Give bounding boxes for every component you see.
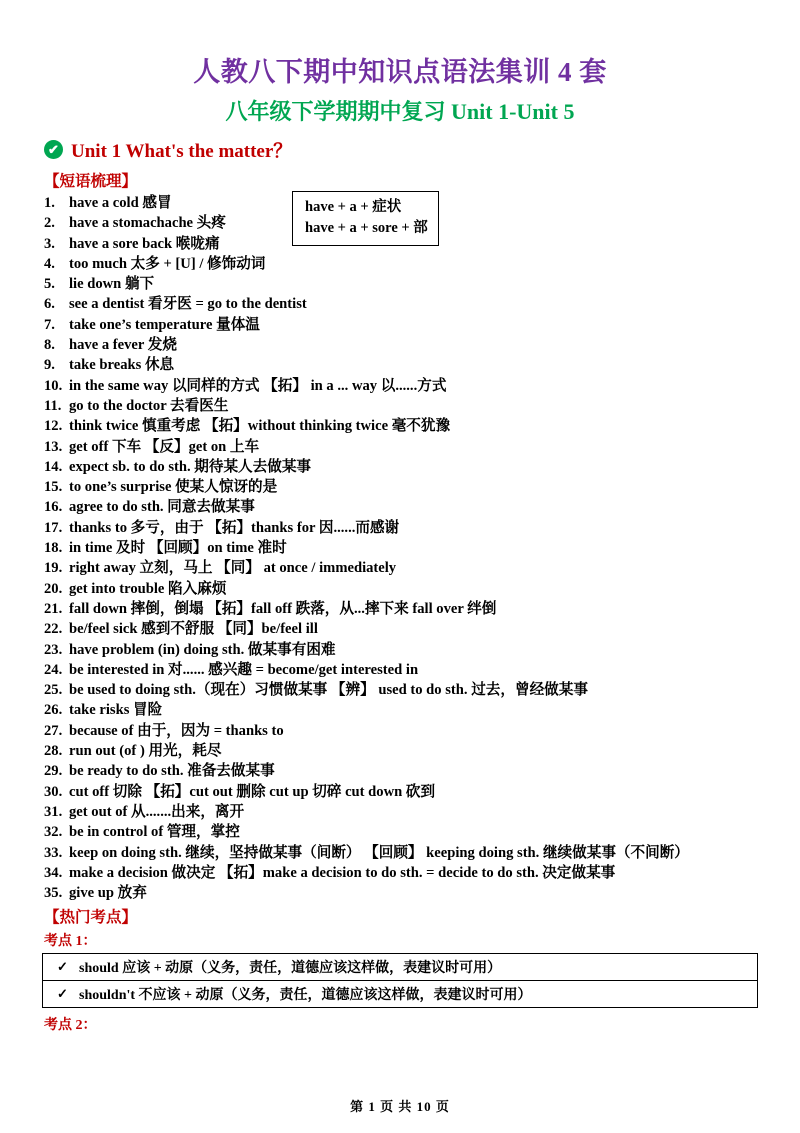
- phrase-list: [42, 193, 758, 903]
- list-item-text: lie down 躺下: [69, 276, 155, 293]
- list-item-number: 34.: [44, 864, 63, 881]
- list-item-number: 15.: [44, 479, 63, 496]
- list-item-text: run out (of ) 用光，耗尽: [69, 743, 222, 760]
- list-item-text: to one’s surprise 使某人惊讶的是: [69, 479, 278, 496]
- unit-heading: [44, 136, 758, 163]
- list-item: [44, 599, 758, 619]
- list-item: [44, 721, 758, 741]
- list-item-text: take breaks 休息: [69, 357, 175, 374]
- list-item-number: 7.: [44, 316, 55, 333]
- list-item-text: keep on doing sth. 继续，坚持做某事（间断） 【回顾】 keeping doing sth. 继续做某事（不间断）: [69, 844, 689, 861]
- list-item: [44, 700, 758, 720]
- list-item: [44, 396, 758, 416]
- list-item-number: 30.: [44, 783, 63, 800]
- list-item-number: 1.: [44, 195, 55, 211]
- table-cell-text: shouldn't 不应该 + 动原（义务，责任，道德应该这样做，表建议时可用）: [79, 988, 532, 1004]
- list-item-number: 18.: [44, 540, 63, 557]
- list-item-number: 22.: [44, 621, 63, 638]
- list-item: [44, 376, 758, 396]
- list-item-text: fall down 摔倒，倒塌 【拓】fall off 跌落，从...摔下来 fall over 绊倒: [69, 600, 497, 617]
- list-item-text: cut off 切除 【拓】cut out 删除 cut up 切碎 cut down 砍到: [69, 783, 436, 800]
- page-subtitle: 八年级下学期期中复习 Unit 1-Unit 5: [225, 99, 575, 124]
- checkmark-icon: ✓: [57, 959, 68, 975]
- list-item-number: 11.: [44, 397, 62, 414]
- list-item-text: too much 太多 + [U] / 修饰动词: [69, 255, 266, 272]
- list-item: [44, 254, 758, 274]
- list-item-text: agree to do sth. 同意去做某事: [69, 499, 255, 516]
- checkmark-icon: ✓: [57, 986, 68, 1002]
- list-item-text: get out of 从.......出来，离开: [69, 803, 245, 820]
- list-item: [44, 518, 758, 538]
- table-cell-text: should 应该 + 动原（义务，责任，道德应该这样做，表建议时可用）: [79, 961, 502, 977]
- list-item-number: 13.: [44, 438, 63, 455]
- list-item: [44, 538, 758, 558]
- list-item-number: 8.: [44, 337, 55, 354]
- list-item: [44, 640, 758, 660]
- list-item-number: 5.: [44, 276, 55, 293]
- list-item-text: be in control of 管理，掌控: [69, 824, 240, 841]
- list-item-text: see a dentist 看牙医 = go to the dentist: [69, 296, 307, 313]
- list-item-number: 3.: [44, 235, 55, 252]
- list-item: [44, 660, 758, 680]
- list-item-text: make a decision 做决定 【拓】make a decision to do sth. = decide to do sth. 决定做某事: [69, 864, 616, 881]
- list-item: [44, 579, 758, 599]
- list-item: [44, 619, 758, 639]
- list-item-number: 21.: [44, 600, 63, 617]
- list-item-number: 12.: [44, 418, 63, 435]
- list-item-number: 33.: [44, 844, 63, 861]
- list-item-number: 29.: [44, 763, 63, 780]
- list-item: [44, 315, 758, 335]
- list-item: [44, 822, 758, 842]
- list-item: [44, 802, 758, 822]
- list-item-number: 14.: [44, 458, 63, 475]
- list-item-text: thanks to 多亏，由于 【拓】thanks for 因......而感谢: [69, 519, 400, 536]
- callout-line-1: have + a + 症状: [305, 199, 402, 215]
- list-item-text: have problem (in) doing sth. 做某事有困难: [69, 641, 336, 658]
- list-item-number: 4.: [44, 255, 55, 272]
- page-footer: 第 1 页 共 10 页: [350, 1099, 450, 1114]
- list-item-number: 20.: [44, 580, 63, 597]
- list-item: [44, 294, 758, 314]
- list-item: [44, 335, 758, 355]
- list-item-text: go to the doctor 去看医生: [69, 397, 229, 414]
- list-item-text: in the same way 以同样的方式 【拓】 in a ... way 以......方式: [69, 377, 447, 394]
- list-item-number: 25.: [44, 682, 63, 699]
- callout-line-2: have + a + sore + 部: [305, 220, 428, 236]
- list-item-text: have a stomachache 头疼: [69, 215, 226, 232]
- list-item: [44, 741, 758, 761]
- list-item: [44, 457, 758, 477]
- list-item: [44, 761, 758, 781]
- list-item-number: 24.: [44, 661, 63, 678]
- list-item-number: 32.: [44, 824, 63, 841]
- table-row: [43, 954, 757, 980]
- rule-table: [42, 953, 758, 1008]
- list-item-text: right away 立刻，马上 【同】 at once / immediately: [69, 560, 397, 577]
- list-item-text: because of 由于，因为 = thanks to: [69, 722, 284, 739]
- list-item-number: 9.: [44, 357, 55, 374]
- list-item-text: have a sore back 喉咙痛: [69, 235, 220, 252]
- list-item: [44, 680, 758, 700]
- list-item-number: 19.: [44, 560, 63, 577]
- grammar-callout-box: [292, 191, 439, 246]
- list-item: [44, 883, 758, 903]
- list-item-text: get off 下车 【反】get on 上车: [69, 438, 260, 455]
- list-item-number: 16.: [44, 499, 63, 516]
- kaodian-1-label: 考点 1：: [44, 934, 97, 950]
- list-item-text: give up 放弃: [69, 885, 147, 902]
- section-label-phrases: 【短语梳理】: [44, 173, 138, 190]
- list-item: [44, 274, 758, 294]
- list-item-text: in time 及时 【回顾】on time 准时: [69, 540, 287, 557]
- list-item-text: be interested in 对...... 感兴趣 = become/get interested in: [69, 661, 419, 678]
- list-item-number: 23.: [44, 641, 63, 658]
- list-item-number: 6.: [44, 296, 55, 313]
- list-item-text: take risks 冒险: [69, 702, 163, 719]
- unit-title-text: Unit 1 What's the matter？: [71, 141, 293, 162]
- table-row: [43, 980, 757, 1007]
- list-item: [44, 497, 758, 517]
- list-item-number: 27.: [44, 722, 63, 739]
- list-item-text: take one’s temperature 量体温: [69, 316, 260, 333]
- list-item: [44, 416, 758, 436]
- check-circle-icon: ✔: [44, 140, 63, 159]
- list-item-text: think twice 慎重考虑 【拓】without thinking twice 毫不犹豫: [69, 418, 451, 435]
- page-title: 人教八下期中知识点语法集训 4 套: [193, 57, 607, 87]
- list-item-text: get into trouble 陷入麻烦: [69, 580, 227, 597]
- list-item-text: be/feel sick 感到不舒服 【同】be/feel ill: [69, 621, 318, 638]
- list-item: [44, 863, 758, 883]
- list-item-number: 2.: [44, 215, 55, 232]
- list-item-number: 31.: [44, 803, 63, 820]
- list-item-number: 28.: [44, 743, 63, 760]
- list-item: [44, 477, 758, 497]
- list-item-number: 26.: [44, 702, 63, 719]
- list-item-text: have a cold 感冒: [69, 195, 172, 211]
- section-label-hot-points: 【热门考点】: [44, 909, 138, 927]
- kaodian-2-label: 考点 2：: [44, 1018, 97, 1034]
- list-item-number: 10.: [44, 377, 63, 394]
- list-item: [44, 782, 758, 802]
- list-item-text: be ready to do sth. 准备去做某事: [69, 763, 275, 780]
- list-item-number: 17.: [44, 519, 63, 536]
- list-item: [44, 437, 758, 457]
- list-item: [44, 558, 758, 578]
- list-item-number: 35.: [44, 885, 63, 902]
- list-item-text: have a fever 发烧: [69, 337, 177, 354]
- list-item-text: be used to doing sth.（现在）习惯做某事 【辨】 used to do sth. 过去，曾经做某事: [69, 682, 588, 699]
- list-item: [44, 355, 758, 375]
- list-item: [44, 843, 758, 863]
- list-item-text: expect sb. to do sth. 期待某人去做某事: [69, 458, 312, 475]
